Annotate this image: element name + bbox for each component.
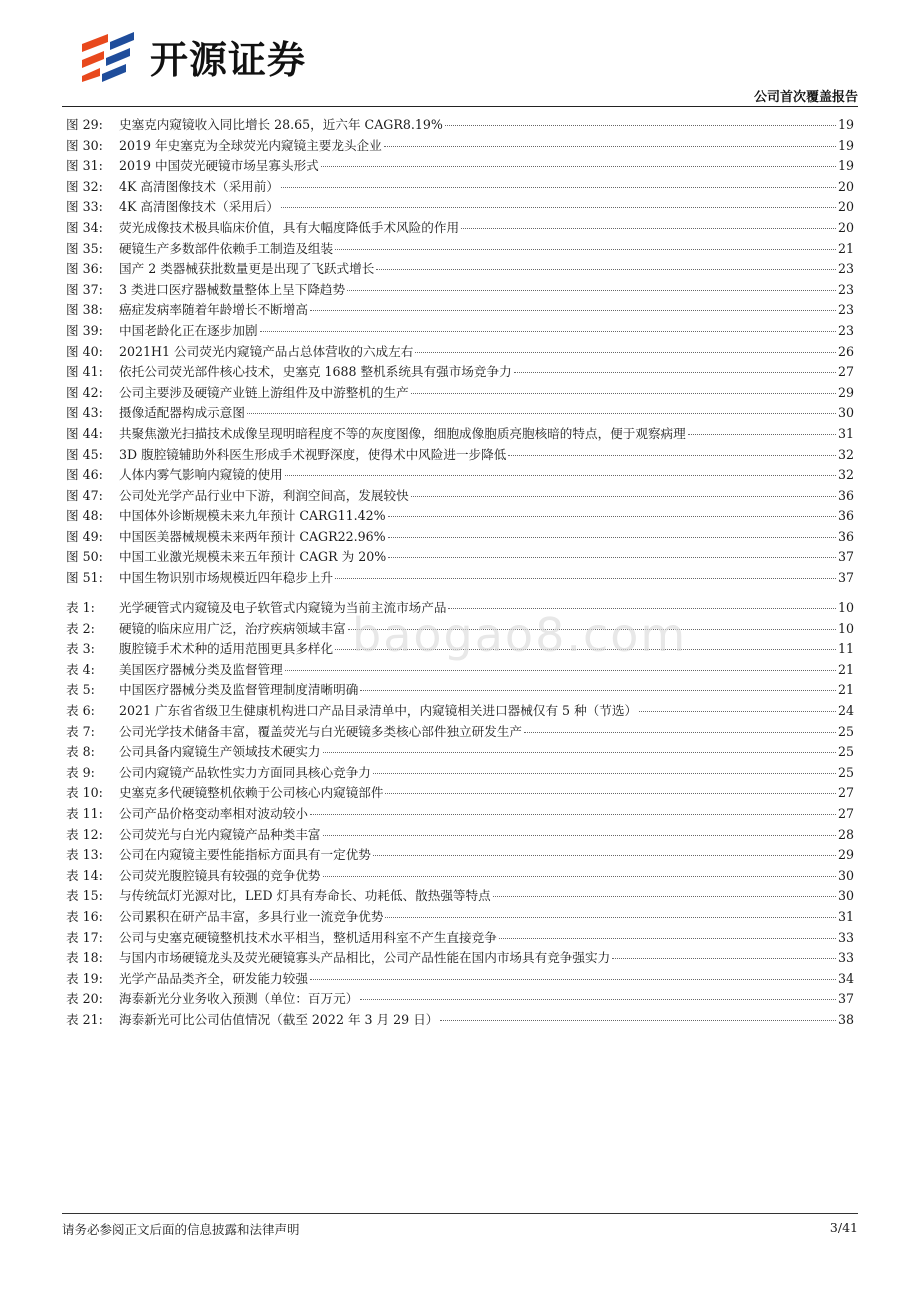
entry-page: 37 — [837, 570, 854, 586]
entry-title: 公司主要涉及硬镜产业链上游组件及中游整机的生产 — [119, 384, 409, 400]
entry-label: 图 50: — [66, 549, 103, 565]
entry-label: 表 11: — [66, 805, 103, 821]
entry-title: 中国体外诊断规模未来九年预计 CARG11.42% — [119, 508, 386, 524]
entry-label: 图 42: — [66, 384, 103, 400]
entry-page: 11 — [837, 641, 854, 657]
entry-title: 史塞克多代硬镜整机依赖于公司核心内窥镜部件 — [119, 785, 384, 801]
figure-entry[interactable] — [66, 217, 854, 238]
entry-page: 27 — [837, 364, 854, 380]
entry-title: 3D 腹腔镜辅助外科医生形成手术视野深度，使得术中风险进一步降低 — [119, 446, 507, 462]
table-entry[interactable] — [66, 618, 854, 639]
entry-title: 癌症发病率随着年龄增长不断增高 — [119, 302, 308, 318]
entry-page: 19 — [837, 137, 854, 153]
dot-leader — [384, 146, 836, 147]
figure-entry[interactable] — [66, 382, 854, 403]
company-name: 开源证券 — [150, 37, 307, 82]
entry-label: 表 2: — [66, 620, 95, 636]
entry-page: 21 — [837, 240, 854, 256]
disclaimer-note: 请务必参阅正文后面的信息披露和法律声明 — [62, 1222, 300, 1237]
entry-label: 图 35: — [66, 240, 103, 256]
entry-label: 图 36: — [66, 261, 103, 277]
entry-page: 28 — [837, 826, 854, 842]
entry-label: 图 48: — [66, 508, 103, 524]
dot-leader — [493, 896, 836, 897]
entry-label: 图 45: — [66, 446, 103, 462]
entry-page: 25 — [837, 744, 854, 760]
dot-leader — [445, 125, 836, 126]
entry-page: 32 — [837, 446, 854, 462]
entry-label: 表 4: — [66, 661, 95, 677]
entry-page: 30 — [837, 888, 854, 904]
page-number: 3/41 — [829, 1220, 858, 1235]
entry-label: 图 32: — [66, 178, 103, 194]
entry-label: 表 21: — [66, 1011, 103, 1027]
figure-entry[interactable] — [66, 361, 854, 382]
table-entry[interactable] — [66, 762, 854, 783]
figure-entry[interactable] — [66, 485, 854, 506]
dot-leader — [448, 608, 836, 609]
table-entry[interactable] — [66, 700, 854, 721]
entry-title: 公司具备内窥镜生产领域技术硬实力 — [119, 744, 321, 760]
entry-label: 表 6: — [66, 702, 95, 718]
entry-title: 光学硬管式内窥镜及电子软管式内窥镜为当前主流市场产品 — [119, 600, 447, 615]
footer-divider — [62, 1213, 858, 1214]
entry-label: 图 46: — [66, 467, 103, 483]
table-entry[interactable] — [66, 741, 854, 762]
entry-page: 33 — [837, 950, 854, 966]
entry-label: 图 47: — [66, 487, 103, 503]
figure-entry[interactable] — [66, 526, 854, 547]
figure-entry[interactable] — [66, 176, 854, 197]
entry-title: 中国老龄化正在逐步加剧 — [119, 322, 258, 338]
dot-leader — [612, 958, 836, 959]
entry-label: 表 3: — [66, 641, 95, 657]
entry-page: 33 — [837, 929, 854, 945]
entry-page: 27 — [837, 805, 854, 821]
entry-page: 38 — [837, 1011, 854, 1027]
dot-leader — [348, 629, 836, 630]
dot-leader — [360, 690, 836, 691]
entry-label: 表 10: — [66, 785, 103, 801]
entry-label: 表 17: — [66, 929, 103, 945]
entry-page: 36 — [837, 528, 854, 544]
table-entry[interactable] — [66, 844, 854, 865]
entry-title: 与国内市场硬镜龙头及荧光硬镜寡头产品相比，公司产品性能在国内市场具有竞争强实力 — [119, 950, 611, 966]
entry-title: 公司光学技术储备丰富，覆盖荧光与白光硬镜多类核心部件独立研发生产 — [119, 723, 522, 739]
dot-leader — [411, 393, 836, 394]
dot-leader — [688, 434, 836, 435]
table-entry[interactable] — [66, 968, 854, 989]
entry-title: 2021H1 公司荧光内窥镜产品占总体营收的六成左右 — [119, 343, 414, 359]
entry-title: 腹腔镜手术术种的适用范围更具多样化 — [119, 641, 334, 657]
entry-title: 国产 2 类器械获批数量更是出现了飞跃式增长 — [119, 261, 375, 277]
figure-entry[interactable] — [66, 258, 854, 279]
figure-entry[interactable] — [66, 196, 854, 217]
dot-leader — [321, 166, 836, 167]
table-entry[interactable] — [66, 679, 854, 700]
entry-page: 19 — [837, 117, 854, 132]
entry-label: 图 39: — [66, 322, 103, 338]
table-entry[interactable] — [66, 906, 854, 927]
entry-page: 31 — [837, 908, 854, 924]
dot-leader — [281, 187, 836, 188]
dot-leader — [376, 269, 836, 270]
table-entry[interactable] — [66, 597, 854, 618]
entry-page: 30 — [837, 867, 854, 883]
entry-page: 31 — [837, 425, 854, 441]
figure-entry[interactable] — [66, 423, 854, 444]
table-index — [66, 597, 854, 1029]
entry-page: 37 — [837, 549, 854, 565]
entry-label: 表 8: — [66, 744, 95, 760]
entry-title: 公司累积在研产品丰富，多具行业一流竞争优势 — [119, 908, 384, 924]
dot-leader — [373, 773, 836, 774]
entry-page: 10 — [837, 600, 854, 615]
entry-page: 23 — [837, 302, 854, 318]
dot-leader — [281, 207, 836, 208]
entry-label: 图 49: — [66, 528, 103, 544]
entry-page: 32 — [837, 467, 854, 483]
dot-leader — [440, 1020, 836, 1021]
table-entry[interactable] — [66, 721, 854, 742]
dot-leader — [323, 876, 836, 877]
entry-page: 27 — [837, 785, 854, 801]
watermark: baogao8.com — [352, 608, 688, 662]
entry-title: 硬镜的临床应用广泛，治疗疾病领域丰富 — [119, 620, 346, 636]
figure-entry[interactable] — [66, 341, 854, 362]
figure-entry[interactable] — [66, 155, 854, 176]
dot-leader — [388, 537, 836, 538]
dot-leader — [514, 372, 836, 373]
entry-page: 25 — [837, 723, 854, 739]
entry-page: 29 — [837, 384, 854, 400]
dot-leader — [385, 793, 836, 794]
entry-title: 公司内窥镜产品软性实力方面同具核心竞争力 — [119, 764, 371, 780]
entry-label: 图 29: — [66, 117, 103, 132]
entry-label: 表 9: — [66, 764, 95, 780]
entry-title: 与传统氙灯光源对比，LED 灯具有寿命长、功耗低、散热强等特点 — [119, 888, 491, 904]
figure-entry[interactable] — [66, 444, 854, 465]
entry-title: 共聚焦激光扫描技术成像呈现明暗程度不等的灰度图像，细胞成像胞质亮胞核暗的特点，便于观察病理 — [119, 425, 686, 441]
figure-entry[interactable] — [66, 114, 854, 135]
dot-leader — [285, 475, 836, 476]
report-type: 公司首次覆盖报告 — [753, 90, 858, 105]
dot-leader — [335, 578, 836, 579]
entry-label: 图 33: — [66, 199, 103, 215]
table-entry[interactable] — [66, 782, 854, 803]
dot-leader — [373, 855, 836, 856]
header-divider — [62, 106, 858, 107]
dot-leader — [247, 413, 836, 414]
entry-label: 表 18: — [66, 950, 103, 966]
entry-title: 公司在内窥镜主要性能指标方面具有一定优势 — [119, 847, 371, 863]
figure-entry[interactable] — [66, 320, 854, 341]
entry-page: 36 — [837, 487, 854, 503]
entry-title: 中国医美器械规模未来两年预计 CAGR22.96% — [119, 528, 386, 544]
entry-label: 表 7: — [66, 723, 95, 739]
entry-title: 美国医疗器械分类及监督管理 — [119, 661, 283, 677]
entry-title: 史塞克内窥镜收入同比增长 28.65，近六年 CAGR8.19% — [119, 117, 443, 132]
entry-page: 20 — [837, 199, 854, 215]
figure-entry[interactable] — [66, 238, 854, 259]
entry-title: 硬镜生产多数部件依赖手工制造及组装 — [119, 240, 334, 256]
entry-label: 表 15: — [66, 888, 103, 904]
figure-entry[interactable] — [66, 299, 854, 320]
figure-entry[interactable] — [66, 135, 854, 156]
entry-page: 24 — [837, 702, 854, 718]
entry-label: 图 40: — [66, 343, 103, 359]
entry-title: 公司处光学产品行业中下游，利润空间高，发展较快 — [119, 487, 409, 503]
dot-leader — [323, 752, 836, 753]
entry-label: 图 34: — [66, 219, 103, 235]
entry-page: 23 — [837, 322, 854, 338]
entry-title: 摄像适配器构成示意图 — [119, 405, 245, 421]
dot-leader — [335, 649, 836, 650]
entry-title: 2019 年史塞克为全球荧光内窥镜主要龙头企业 — [119, 137, 382, 153]
dot-leader — [411, 496, 836, 497]
entry-title: 公司与史塞克硬镜整机技术水平相当，整机适用科室不产生直接竞争 — [119, 929, 497, 945]
dot-leader — [310, 814, 836, 815]
table-entry[interactable] — [66, 927, 854, 948]
entry-title: 荧光成像技术极具临床价值，具有大幅度降低手术风险的作用 — [119, 219, 460, 235]
entry-label: 表 14: — [66, 867, 103, 883]
entry-label: 表 13: — [66, 847, 103, 863]
entry-title: 3 类进口医疗器械数量整体上呈下降趋势 — [119, 281, 346, 297]
dot-leader — [415, 352, 836, 353]
figure-entry[interactable] — [66, 464, 854, 485]
entry-page: 23 — [837, 261, 854, 277]
entry-label: 表 5: — [66, 682, 95, 698]
table-entry[interactable] — [66, 885, 854, 906]
entry-title: 中国工业激光规模未来五年预计 CAGR 为 20% — [119, 549, 387, 565]
entry-page: 29 — [837, 847, 854, 863]
entry-title: 公司荧光腹腔镜具有较强的竞争优势 — [119, 867, 321, 883]
entry-label: 图 37: — [66, 281, 103, 297]
entry-title: 公司产品价格变动率相对波动较小 — [119, 805, 308, 821]
figure-index — [66, 114, 854, 588]
entry-page: 26 — [837, 343, 854, 359]
entry-page: 20 — [837, 178, 854, 194]
dot-leader — [323, 835, 836, 836]
entry-page: 25 — [837, 764, 854, 780]
dot-leader — [310, 979, 836, 980]
dot-leader — [360, 999, 836, 1000]
table-entry[interactable] — [66, 638, 854, 659]
entry-label: 表 20: — [66, 991, 103, 1007]
table-entry[interactable] — [66, 1009, 854, 1030]
entry-title: 依托公司荧光部件核心技术，史塞克 1688 整机系统具有强市场竞争力 — [119, 364, 512, 380]
entry-title: 中国医疗器械分类及监督管理制度清晰明确 — [119, 682, 359, 698]
table-entry[interactable] — [66, 803, 854, 824]
entry-page: 23 — [837, 281, 854, 297]
figure-entry[interactable] — [66, 505, 854, 526]
dot-leader — [260, 331, 836, 332]
entry-label: 图 38: — [66, 302, 103, 318]
dot-leader — [388, 557, 836, 558]
entry-title: 人体内雾气影响内窥镜的使用 — [119, 467, 283, 483]
entry-title: 中国生物识别市场规模近四年稳步上升 — [119, 570, 334, 586]
dot-leader — [639, 711, 836, 712]
entry-page: 21 — [837, 661, 854, 677]
entry-page: 10 — [837, 620, 854, 636]
dot-leader — [335, 249, 836, 250]
table-entry[interactable] — [66, 947, 854, 968]
entry-label: 图 43: — [66, 405, 103, 421]
dot-leader — [461, 228, 836, 229]
entry-label: 图 30: — [66, 137, 103, 153]
entry-title: 海泰新光分业务收入预测（单位：百万元） — [119, 991, 359, 1007]
entry-label: 图 41: — [66, 364, 103, 380]
entry-page: 36 — [837, 508, 854, 524]
table-entry[interactable] — [66, 659, 854, 680]
entry-title: 公司荧光与白光内窥镜产品种类丰富 — [119, 826, 321, 842]
entry-page: 37 — [837, 991, 854, 1007]
dot-leader — [499, 938, 836, 939]
entry-page: 19 — [837, 158, 854, 174]
entry-label: 图 51: — [66, 570, 103, 586]
entry-page: 30 — [837, 405, 854, 421]
table-entry[interactable] — [66, 865, 854, 886]
dot-leader — [347, 290, 836, 291]
company-logo — [78, 30, 306, 82]
entry-label: 表 1: — [66, 600, 95, 615]
entry-page: 21 — [837, 682, 854, 698]
entry-label: 表 16: — [66, 908, 103, 924]
figure-entry[interactable] — [66, 567, 854, 588]
dot-leader — [388, 516, 836, 517]
figure-entry[interactable] — [66, 402, 854, 423]
figure-entry[interactable] — [66, 279, 854, 300]
entry-title: 4K 高清图像技术（采用前） — [119, 178, 279, 194]
dot-leader — [385, 917, 836, 918]
entry-page: 20 — [837, 219, 854, 235]
logo-mark-icon — [78, 30, 136, 82]
entry-title: 2021 广东省省级卫生健康机构进口产品目录清单中，内窥镜相关进口器械仅有 5 种（节选） — [119, 702, 638, 718]
entry-title: 光学产品品类齐全，研发能力较强 — [119, 970, 308, 986]
entry-label: 图 44: — [66, 425, 103, 441]
dot-leader — [285, 670, 836, 671]
table-entry[interactable] — [66, 824, 854, 845]
entry-label: 表 19: — [66, 970, 103, 986]
dot-leader — [524, 732, 836, 733]
entry-label: 表 12: — [66, 826, 103, 842]
dot-leader — [310, 310, 836, 311]
entry-title: 海泰新光可比公司估值情况（截至 2022 年 3 月 29 日） — [119, 1011, 439, 1027]
table-entry[interactable] — [66, 988, 854, 1009]
dot-leader — [508, 455, 836, 456]
entry-title: 4K 高清图像技术（采用后） — [119, 199, 279, 215]
entry-page: 34 — [837, 970, 854, 986]
figure-entry[interactable] — [66, 546, 854, 567]
entry-label: 图 31: — [66, 158, 103, 174]
entry-title: 2019 中国荧光硬镜市场呈寡头形式 — [119, 158, 319, 174]
